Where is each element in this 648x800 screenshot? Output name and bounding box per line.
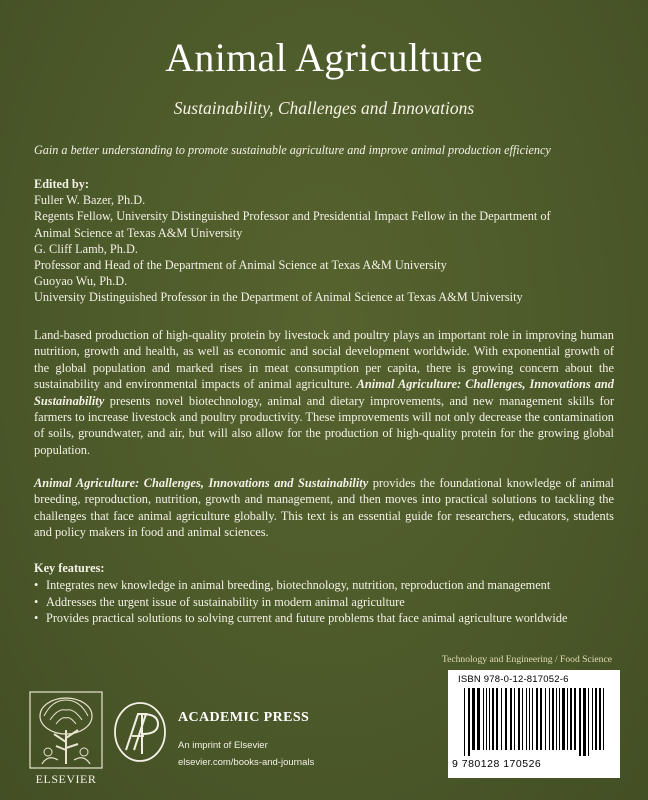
barcode-bar <box>599 688 601 750</box>
barcode-bar <box>477 688 480 750</box>
editor-line: Regents Fellow, University Distinguished Professor and Presidential Impact Fellow in the Department of <box>34 209 551 224</box>
academic-press-name: ACADEMIC PRESS <box>178 710 310 725</box>
barcode-bar <box>588 688 589 756</box>
barcode-bar <box>532 688 533 750</box>
academic-press-logo-icon <box>112 700 168 764</box>
barcode-bar <box>536 688 538 750</box>
barcode-bar <box>468 688 470 756</box>
barcode-bar <box>522 688 523 750</box>
barcode-bar <box>489 688 490 750</box>
features-list <box>34 577 634 627</box>
barcode-bar <box>501 688 502 750</box>
publisher-url: elsevier.com/books-and-journals <box>178 757 315 768</box>
key-features <box>34 560 634 627</box>
academic-press-block <box>178 710 314 768</box>
bullet-icon: • <box>34 594 39 609</box>
editor-line: University Distinguished Professor in the Department of Animal Science at Texas A&M University <box>34 290 523 305</box>
editors-block <box>34 176 634 306</box>
barcode-digits: 9 780128 170526 <box>452 758 542 770</box>
editor-line: Professor and Head of the Department of Animal Science at Texas A&M University <box>34 258 447 273</box>
barcode-bar <box>570 688 572 750</box>
barcode-bars <box>456 688 612 758</box>
editor-line: Guoyao Wu, Ph.D. <box>34 274 128 289</box>
book-title: Animal Agriculture <box>165 35 483 80</box>
barcode-bar <box>496 688 498 750</box>
description-paragraph-2 <box>34 475 614 541</box>
isbn-barcode <box>448 670 620 778</box>
barcode-bar <box>483 688 484 750</box>
barcode-bar <box>540 688 542 750</box>
subject-category: Technology and Engineering / Food Science <box>441 654 612 665</box>
p2-book-title: Animal Agriculture: Challenges, Innovations and Sustainability <box>34 476 369 490</box>
key-features-label: Key features: <box>34 561 105 575</box>
p2-text-after: provides the foundational knowledge of animal breeding, reproduction, nutrition, growth and management, and then moves into practical solutions to tackling the challenges that face animal agriculture globally. This text is an essential guide for researchers, educators, students and policy makers in food and animal sciences. <box>34 476 614 540</box>
barcode-bar <box>603 688 604 750</box>
barcode-bar <box>556 688 557 750</box>
feature-item: • Provides practical solutions to solving current and future problems that face animal agriculture worldwide <box>34 611 568 626</box>
feature-item: • Addresses the urgent issue of sustainability in modern animal agriculture <box>34 594 405 609</box>
p1-book-title: Animal Agriculture: Challenges, Innovations and Sustainability <box>34 377 614 408</box>
barcode-bar <box>567 688 568 750</box>
book-subtitle: Sustainability, Challenges and Innovations <box>173 98 475 118</box>
editor-line: Animal Science at Texas A&M University <box>34 225 243 240</box>
description-paragraph-1 <box>34 327 614 458</box>
barcode-bar <box>583 688 586 756</box>
barcode-bar <box>579 688 581 756</box>
barcode-bar <box>510 688 512 750</box>
elsevier-wordmark: ELSEVIER <box>35 772 97 786</box>
barcode-bar <box>518 688 520 750</box>
p1-text-after: presents novel biotechnology, animal and dietary improvements, and new management skills for farmers to increase livestock and poultry productivity. These improvements will not only decrease the contamination of soils, groundwater, and air, but will also allow for the production of high-quality protein for the growing global population. <box>34 393 614 457</box>
bullet-icon: • <box>34 611 39 626</box>
bullet-icon: • <box>34 577 39 592</box>
editor-line: Fuller W. Bazer, Ph.D. <box>34 193 146 208</box>
barcode-bar <box>574 688 576 750</box>
editor-line: G. Cliff Lamb, Ph.D. <box>34 241 138 256</box>
isbn-label: ISBN 978-0-12-817052-6 <box>458 674 569 685</box>
barcode-bar <box>592 688 593 750</box>
barcode-bar <box>552 688 554 750</box>
feature-item: • Integrates new knowledge in animal breeding, biotechnology, nutrition, reproduction and management <box>34 577 551 592</box>
barcode-bar <box>486 688 487 750</box>
barcode-bar <box>595 688 597 750</box>
barcode-bar <box>472 688 475 750</box>
elsevier-tree-logo-icon <box>28 690 104 770</box>
barcode-bar <box>526 688 527 750</box>
editors-label: Edited by: <box>34 177 90 191</box>
imprint-line: An imprint of Elsevier <box>178 740 268 751</box>
barcode-bar <box>505 688 507 750</box>
barcode-bar <box>545 688 546 750</box>
barcode-bar <box>492 688 494 750</box>
barcode-bar <box>514 688 515 750</box>
tagline: Gain a better understanding to promote sustainable agriculture and improve animal production efficiency <box>34 143 551 157</box>
p1-text-before: Land-based production of high-quality protein by livestock and poultry plays an important role in improving human nutrition, growth and health, as well as economic and social development worldwide. With exponential growth of the global population and marked rises in meat consumption per capita, there is growing concern about the sustainability and environmental impacts of animal agriculture. <box>34 328 614 392</box>
barcode-bar <box>529 688 530 750</box>
barcode-bar <box>559 688 560 750</box>
barcode-bar <box>562 688 565 750</box>
barcode-bar <box>464 688 465 756</box>
barcode-bar <box>549 688 550 750</box>
